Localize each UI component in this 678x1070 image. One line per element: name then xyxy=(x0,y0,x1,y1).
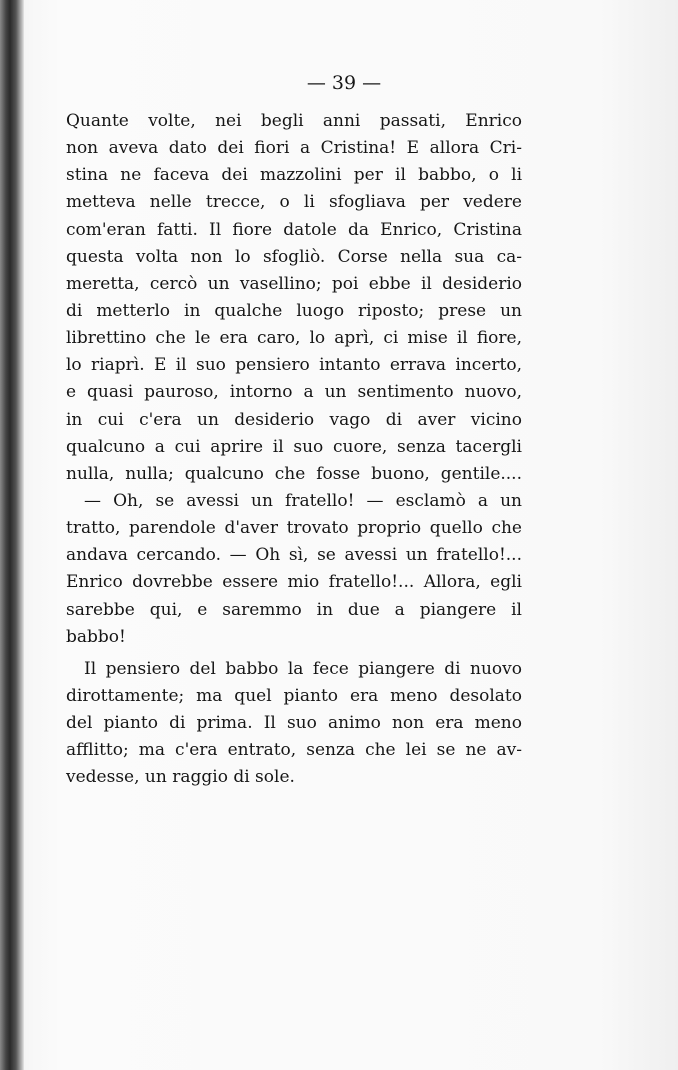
text-line: babbo! xyxy=(66,626,126,647)
text-line: afflitto; ma c'era entrato, senza che lei se ne av- xyxy=(66,740,522,761)
text-line: metteva nelle trecce, o li sfogliava per vedere xyxy=(66,192,522,213)
body-text xyxy=(66,108,522,792)
text-line: librettino che le era caro, lo aprì, ci mise il fiore, xyxy=(66,328,522,349)
text-line: sarebbe qui, e saremmo in due a piangere il xyxy=(66,599,522,620)
text-line: lo riaprì. E il suo pensiero intanto errava incerto, xyxy=(66,355,522,376)
text-line: stina ne faceva dei mazzolini per il babbo, o li xyxy=(66,165,522,186)
text-line: del pianto di prima. Il suo animo non era meno xyxy=(66,713,522,734)
book-spine-shadow xyxy=(0,0,24,1070)
text-line: vedesse, un raggio di sole. xyxy=(66,767,295,788)
text-line: — Oh, se avessi un fratello! — esclamò a un xyxy=(84,490,522,511)
text-line: Enrico dovrebbe essere mio fratello!... Allora, egli xyxy=(66,572,522,593)
text-line: questa volta non lo sfogliò. Corse nella sua ca- xyxy=(66,246,522,267)
text-line: meretta, cercò un vasellino; poi ebbe il desiderio xyxy=(66,273,522,294)
text-line: nulla, nulla; qualcuno che fosse buono, gentile.... xyxy=(66,463,522,484)
text-line: in cui c'era un desiderio vago di aver vicino xyxy=(66,409,522,430)
text-line: dirottamente; ma quel pianto era meno desolato xyxy=(66,685,522,706)
text-line: non aveva dato dei fiori a Cristina! E allora Cri- xyxy=(66,138,522,159)
text-line: Il pensiero del babbo la fece piangere di nuovo xyxy=(84,658,522,679)
text-line: andava cercando. — Oh sì, se avessi un fratello!... xyxy=(66,545,522,566)
text-line: di metterlo in qualche luogo riposto; prese un xyxy=(66,300,522,321)
text-line: qualcuno a cui aprire il suo cuore, senza tacergli xyxy=(66,436,522,457)
page-number: — 39 — xyxy=(306,72,382,94)
text-line: Quante volte, nei begli anni passati, Enrico xyxy=(66,111,522,131)
text-line: e quasi pauroso, intorno a un sentimento nuovo, xyxy=(66,382,522,403)
text-line: tratto, parendole d'aver trovato proprio quello che xyxy=(66,518,522,539)
text-line: com'eran fatti. Il fiore datole da Enrico, Cristina xyxy=(66,219,522,240)
